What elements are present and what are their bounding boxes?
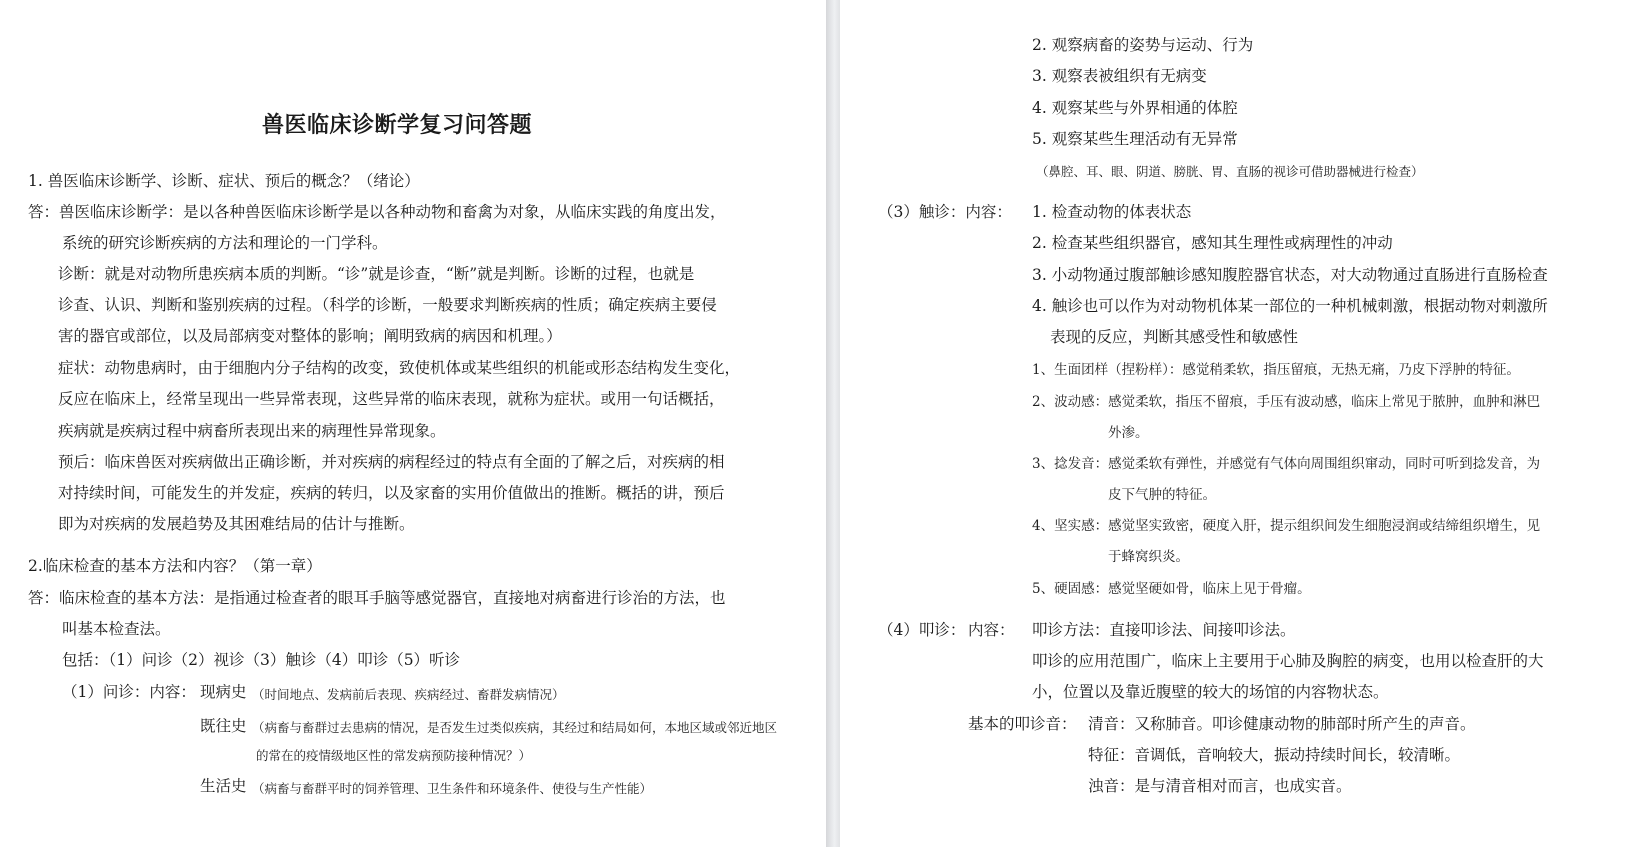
sensation-3a: 3、捻发音：感觉柔软有弹性，并感觉有气体向周围组织窜动，同时可听到捻发音，为 (1032, 456, 1541, 472)
percussion-label: （4）叩诊： (878, 621, 966, 639)
dull-sound: 浊音：是与清音相对而言，也成实音。 (1088, 777, 1352, 795)
inspection-item-5: 5. 观察某些生理活动有无异常 (1032, 130, 1238, 148)
sensation-5: 5、硬固感：感觉坚硬如骨，临床上见于骨瘤。 (1032, 581, 1311, 597)
q1-answer-line-11: 即为对疾病的发展趋势及其困难结局的估计与推断。 (58, 515, 415, 533)
palpation-item-4: 4. 触诊也可以作为对动物机体某一部位的一种机械刺激，根据动物对刺激所 (1032, 297, 1548, 315)
clear-sound: 清音：又称肺音。叩诊健康动物的肺部时所产生的声音。 (1088, 715, 1476, 733)
present-history-note: （时间地点、发病前后表现、疾病经过、畜群发病情况） (252, 687, 565, 702)
basic-sounds-label: 基本的叩诊音： (968, 715, 1077, 733)
wenzhen-label: （1）问诊：内容： (62, 683, 196, 701)
percussion-content-label: 内容： (968, 621, 1015, 639)
q1-answer-line-2: 系统的研究诊断疾病的方法和理论的一门学科。 (62, 234, 388, 252)
past-history-note-2: 的常在的疫情级地区性的常发病预防接种情况？） (256, 748, 532, 763)
inspection-item-4: 4. 观察某些与外界相通的体腔 (1032, 99, 1238, 117)
inspection-item-3: 3. 观察表被组织有无病变 (1032, 67, 1207, 85)
sensation-4a: 4、坚实感：感觉坚实致密，硬度入肝，提示组织间发生细胞浸润或结缔组织增生，见 (1032, 518, 1541, 534)
sensation-2b: 外渗。 (1108, 425, 1149, 441)
right-page (840, 0, 1651, 847)
palpation-item-1: 1. 检查动物的体表状态 (1032, 203, 1192, 221)
sound-features: 特征：音调低，音响较大，振动持续时间长，较清晰。 (1088, 746, 1461, 764)
percussion-scope-2: 小，位置以及靠近腹壁的较大的场馆的内容物状态。 (1032, 683, 1389, 701)
palpation-item-3: 3. 小动物通过腹部触诊感知腹腔器官状态，对大动物通过直肠进行直肠检查 (1032, 266, 1548, 284)
q1-answer-line-10: 对持续时间，可能发生的并发症，疾病的转归，以及家畜的实用价值做出的推断。概括的讲，预后 (58, 484, 725, 502)
sensation-3b: 皮下气肿的特征。 (1108, 487, 1216, 503)
palpation-label: （3）触诊：内容： (878, 203, 1012, 221)
percussion-scope-1: 叩诊的应用范围广，临床上主要用于心肺及胸腔的病变，也用以检查肝的大 (1032, 652, 1544, 670)
q1-answer-line-6: 症状：动物患病时，由于细胞内分子结构的改变，致使机体或某些组织的机能或形态结构发生变化， (58, 359, 741, 377)
palpation-item-4-cont: 表现的反应，判断其感受性和敏感性 (1050, 328, 1299, 346)
document-title: 兽医临床诊断学复习问答题 (262, 113, 533, 138)
q2-includes: 包括：（1）问诊（2）视诊（3）触诊（4）叩诊（5）听诊 (62, 651, 461, 669)
life-history-label: 生活史 (200, 777, 247, 795)
percussion-methods: 叩诊方法：直接叩诊法、间接叩诊法。 (1032, 621, 1296, 639)
q1-answer-line-3: 诊断：就是对动物所患疾病本质的判断。“诊”就是诊查，“断”就是判断。诊断的过程，也就是 (58, 265, 695, 283)
q1-answer-line-8: 疾病就是疾病过程中病畜所表现出来的病理性异常现象。 (58, 422, 446, 440)
q1-answer-line-4: 诊查、认识、判断和鉴别疾病的过程。（科学的诊断，一般要求判断疾病的性质；确定疾病主要侵 (58, 296, 717, 314)
question-2: 2.临床检查的基本方法和内容？（第一章） (28, 557, 322, 575)
inspection-note: （鼻腔、耳、眼、阴道、膀胱、胃、直肠的视诊可借助器械进行检查） (1036, 164, 1424, 179)
q1-answer-line-9: 预后：临床兽医对疾病做出正确诊断，并对疾病的病程经过的特点有全面的了解之后，对疾病的相 (58, 453, 725, 471)
q1-answer-line-1: 答：兽医临床诊断学：是以各种兽医临床诊断学是以各种动物和畜禽为对象，从临床实践的角度出发， (28, 203, 726, 221)
inspection-item-2: 2. 观察病畜的姿势与运动、行为 (1032, 36, 1254, 54)
page-gutter (826, 0, 840, 847)
sensation-2a: 2、波动感：感觉柔软，指压不留痕，手压有波动感，临床上常见于脓肿，血肿和淋巴 (1032, 394, 1541, 410)
question-1: 1. 兽医临床诊断学、诊断、症状、预后的概念？（绪论） (28, 172, 420, 190)
q2-answer-line-2: 叫基本检查法。 (62, 620, 171, 638)
sensation-1: 1、生面团样（捏粉样）：感觉稍柔软，指压留痕，无热无痛，乃皮下浮肿的特征。 (1032, 362, 1520, 378)
present-history-label: 现病史 (200, 683, 247, 701)
sensation-4b: 于蜂窝织炎。 (1108, 549, 1189, 565)
palpation-item-2: 2. 检查某些组织器官，感知其生理性或病理性的冲动 (1032, 234, 1393, 252)
past-history-note-1: （病畜与畜群过去患病的情况，是否发生过类似疾病，其经过和结局如何，本地区域或邻近地区 (252, 720, 778, 735)
life-history-note: （病畜与畜群平时的饲养管理、卫生条件和环境条件、使役与生产性能） (252, 781, 653, 796)
q1-answer-line-5: 害的器官或部位，以及局部病变对整体的影响；阐明致病的病因和机理。） (58, 327, 562, 345)
past-history-label: 既往史 (200, 717, 247, 735)
q1-answer-line-7: 反应在临床上，经常呈现出一些异常表现，这些异常的临床表现，就称为症状。或用一句话概括， (58, 390, 725, 408)
q2-answer-line-1: 答：临床检查的基本方法：是指通过检查者的眼耳手脑等感觉器官，直接地对病畜进行诊治的方法，也 (28, 589, 726, 607)
